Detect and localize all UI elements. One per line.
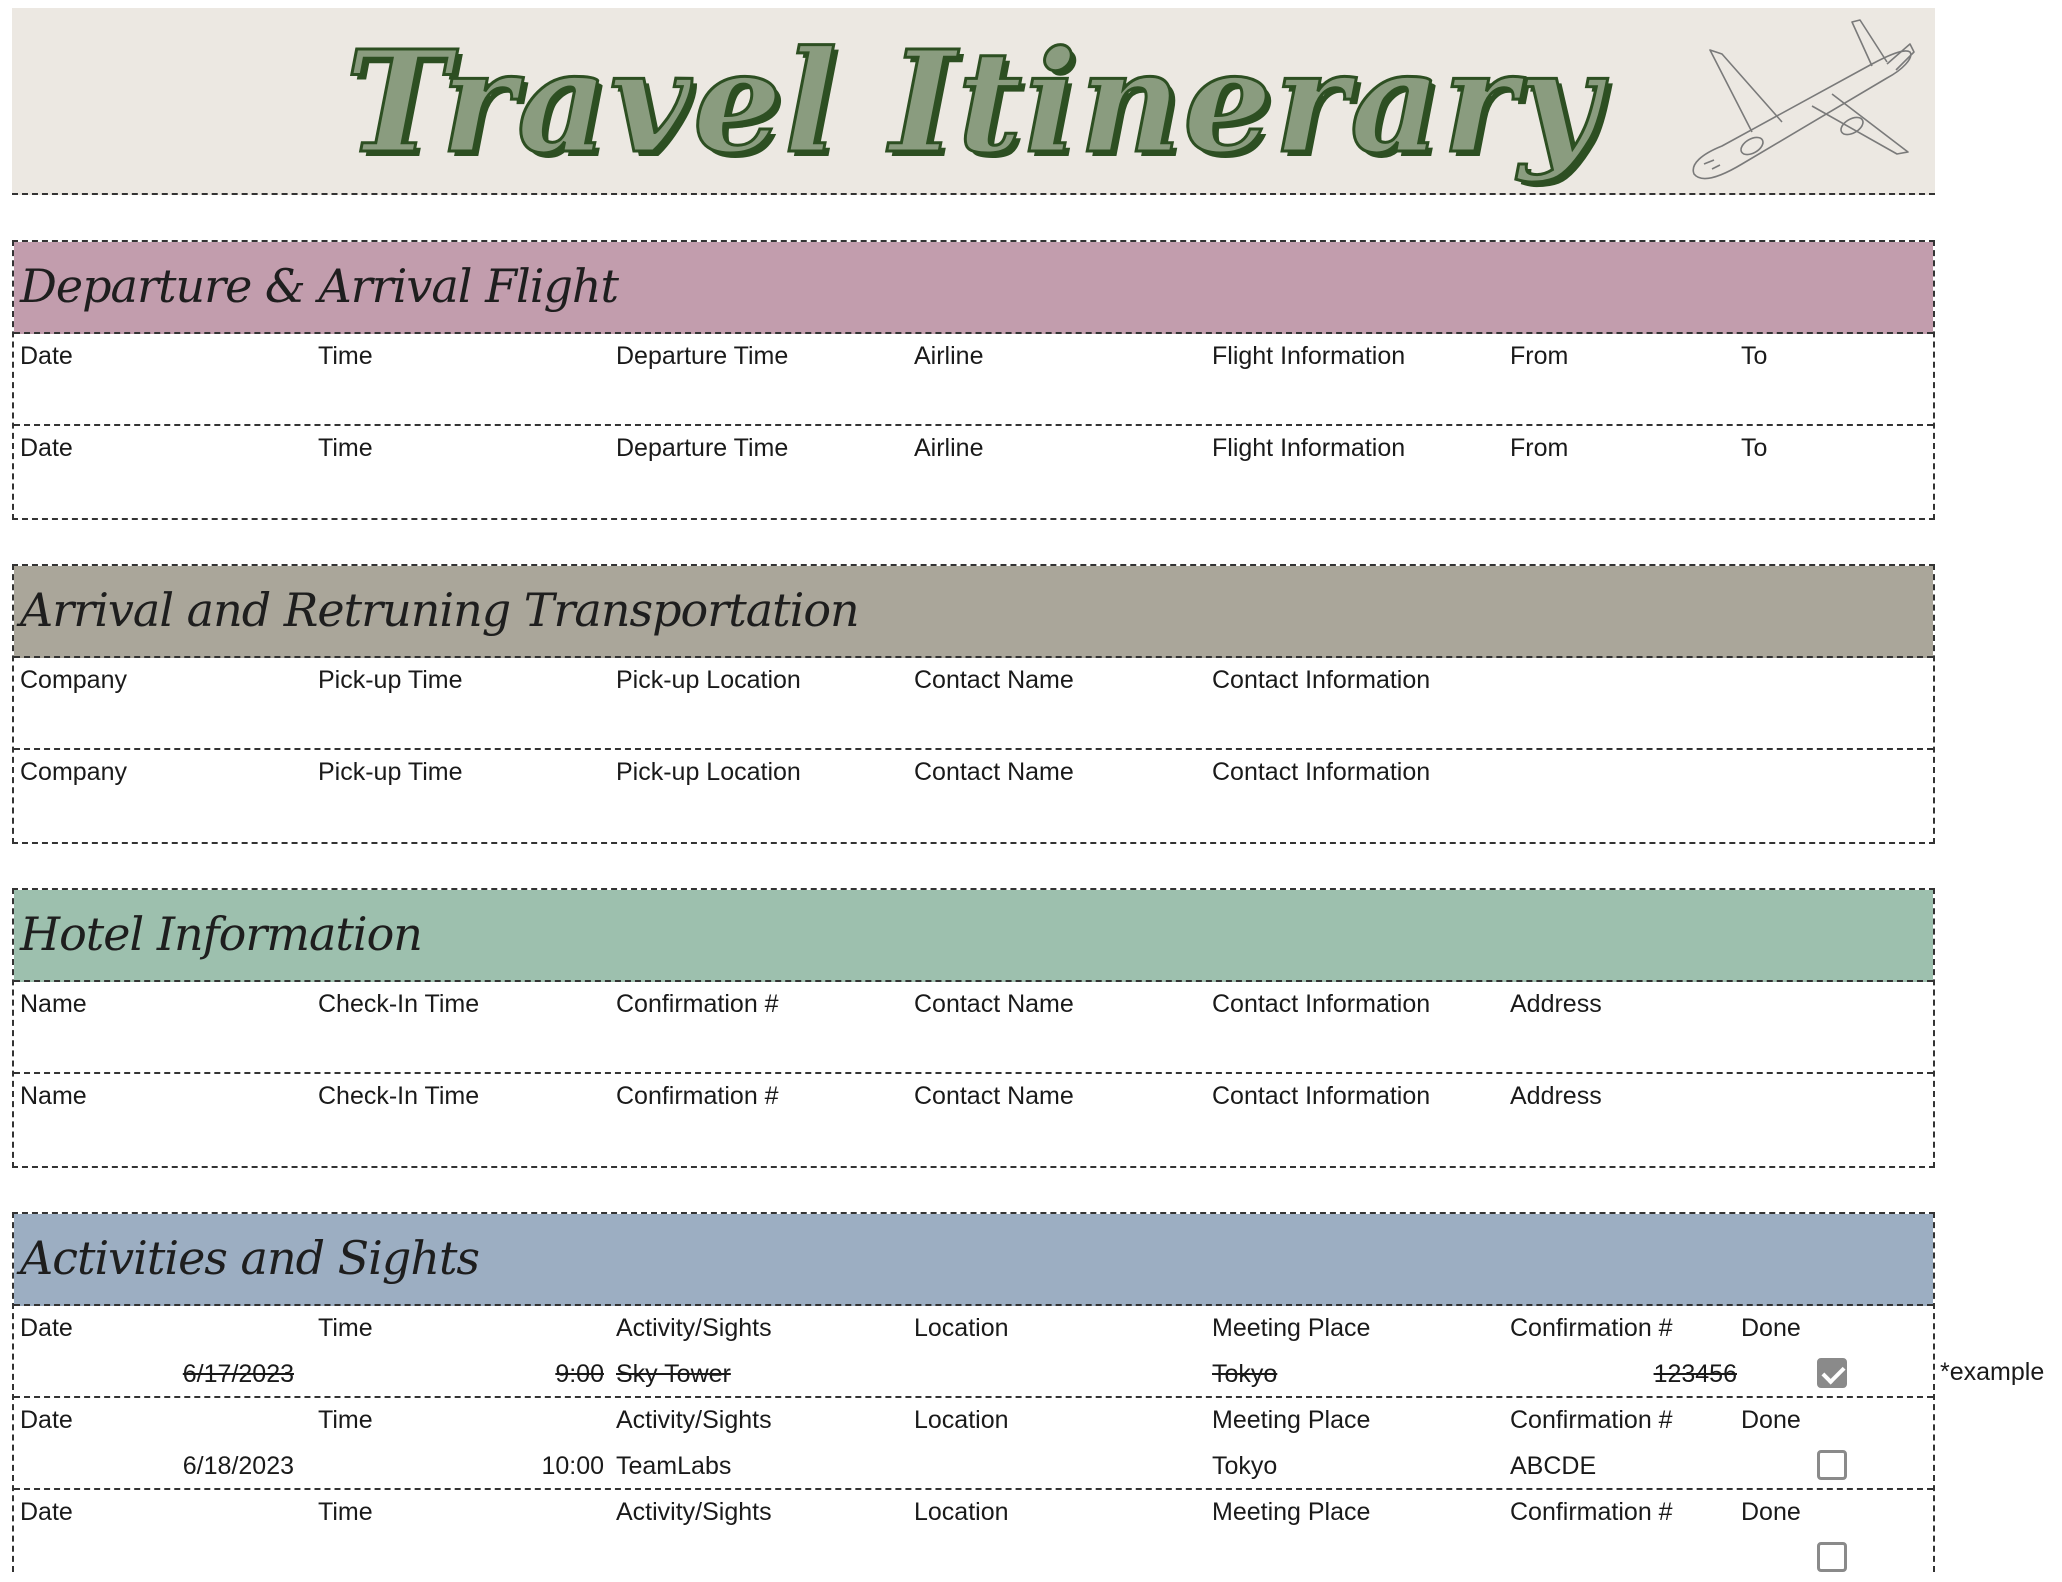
airline-label: Airline xyxy=(914,434,984,462)
hotel-row xyxy=(14,982,1933,1074)
activity-meeting-place[interactable]: Tokyo xyxy=(1212,1452,1278,1480)
time-label: Time xyxy=(318,1498,373,1526)
done-checkbox[interactable] xyxy=(1817,1358,1847,1388)
hotel-heading: Hotel Information xyxy=(14,890,1933,982)
contact-name-label: Contact Name xyxy=(914,666,1074,694)
done-checkbox[interactable] xyxy=(1817,1450,1847,1480)
to-label: To xyxy=(1741,342,1768,370)
from-label: From xyxy=(1510,434,1569,462)
flight-row xyxy=(14,334,1933,426)
hotel-section xyxy=(12,888,1935,1168)
activity-row xyxy=(14,1398,1933,1490)
company-label: Company xyxy=(20,666,127,694)
pickup-time-label: Pick-up Time xyxy=(318,666,463,694)
activity-row xyxy=(14,1306,1933,1398)
transport-heading: Arrival and Retruning Transportation xyxy=(14,566,1933,658)
departure-time-label: Departure Time xyxy=(616,434,789,462)
meeting-place-label: Meeting Place xyxy=(1212,1406,1371,1434)
activities-heading: Activities and Sights xyxy=(14,1214,1933,1306)
flight-information-label: Flight Information xyxy=(1212,342,1406,370)
airline-label: Airline xyxy=(914,342,984,370)
flight-row xyxy=(14,426,1933,518)
confirmation-label: Confirmation # xyxy=(1510,1498,1673,1526)
time-label: Time xyxy=(318,434,373,462)
checkin-time-label: Check-In Time xyxy=(318,1082,480,1110)
confirmation-label: Confirmation # xyxy=(616,990,779,1018)
date-label: Date xyxy=(20,1314,73,1342)
time-label: Time xyxy=(318,1406,373,1434)
activity-confirmation[interactable]: 123456 xyxy=(1653,1360,1737,1388)
hotel-row xyxy=(14,1074,1933,1166)
date-label: Date xyxy=(20,342,73,370)
done-checkbox[interactable] xyxy=(1817,1542,1847,1572)
airplane-icon xyxy=(1682,14,1918,188)
from-label: From xyxy=(1510,342,1569,370)
transport-row xyxy=(14,658,1933,750)
meeting-place-label: Meeting Place xyxy=(1212,1498,1371,1526)
flight-heading: Departure & Arrival Flight xyxy=(14,242,1933,334)
activity-time[interactable]: 9:00 xyxy=(555,1360,604,1388)
page-title: Travel Itinerary xyxy=(345,21,1602,185)
flight-information-label: Flight Information xyxy=(1212,434,1406,462)
contact-name-label: Contact Name xyxy=(914,758,1074,786)
checkin-time-label: Check-In Time xyxy=(318,990,480,1018)
example-note: *example xyxy=(1940,1358,2045,1386)
activity-date[interactable]: 6/17/2023 xyxy=(182,1360,294,1388)
name-label: Name xyxy=(20,1082,87,1110)
pickup-time-label: Pick-up Time xyxy=(318,758,463,786)
location-label: Location xyxy=(914,1498,1009,1526)
contact-information-label: Contact Information xyxy=(1212,1082,1431,1110)
time-label: Time xyxy=(318,1314,373,1342)
pickup-location-label: Pick-up Location xyxy=(616,666,801,694)
contact-information-label: Contact Information xyxy=(1212,990,1431,1018)
flight-section xyxy=(12,240,1935,520)
activity-time[interactable]: 10:00 xyxy=(541,1452,604,1480)
address-label: Address xyxy=(1510,990,1602,1018)
activities-section xyxy=(12,1212,1935,1572)
transport-section xyxy=(12,564,1935,844)
activity-name[interactable]: Sky Tower xyxy=(616,1360,731,1388)
contact-information-label: Contact Information xyxy=(1212,666,1431,694)
time-label: Time xyxy=(318,342,373,370)
activity-row xyxy=(14,1490,1933,1582)
activity-name[interactable]: TeamLabs xyxy=(616,1452,732,1480)
location-label: Location xyxy=(914,1314,1009,1342)
confirmation-label: Confirmation # xyxy=(616,1082,779,1110)
activity-label: Activity/Sights xyxy=(616,1498,772,1526)
date-label: Date xyxy=(20,434,73,462)
company-label: Company xyxy=(20,758,127,786)
activity-confirmation[interactable]: ABCDE xyxy=(1510,1452,1597,1480)
date-label: Date xyxy=(20,1498,73,1526)
address-label: Address xyxy=(1510,1082,1602,1110)
confirmation-label: Confirmation # xyxy=(1510,1314,1673,1342)
date-label: Date xyxy=(20,1406,73,1434)
contact-information-label: Contact Information xyxy=(1212,758,1431,786)
name-label: Name xyxy=(20,990,87,1018)
contact-name-label: Contact Name xyxy=(914,990,1074,1018)
done-label: Done xyxy=(1741,1314,1801,1342)
activity-label: Activity/Sights xyxy=(616,1406,772,1434)
confirmation-label: Confirmation # xyxy=(1510,1406,1673,1434)
contact-name-label: Contact Name xyxy=(914,1082,1074,1110)
activity-label: Activity/Sights xyxy=(616,1314,772,1342)
meeting-place-label: Meeting Place xyxy=(1212,1314,1371,1342)
departure-time-label: Departure Time xyxy=(616,342,789,370)
pickup-location-label: Pick-up Location xyxy=(616,758,801,786)
to-label: To xyxy=(1741,434,1768,462)
done-label: Done xyxy=(1741,1498,1801,1526)
activity-meeting-place[interactable]: Tokyo xyxy=(1212,1360,1278,1388)
location-label: Location xyxy=(914,1406,1009,1434)
transport-row xyxy=(14,750,1933,842)
done-label: Done xyxy=(1741,1406,1801,1434)
activity-date[interactable]: 6/18/2023 xyxy=(182,1452,294,1480)
